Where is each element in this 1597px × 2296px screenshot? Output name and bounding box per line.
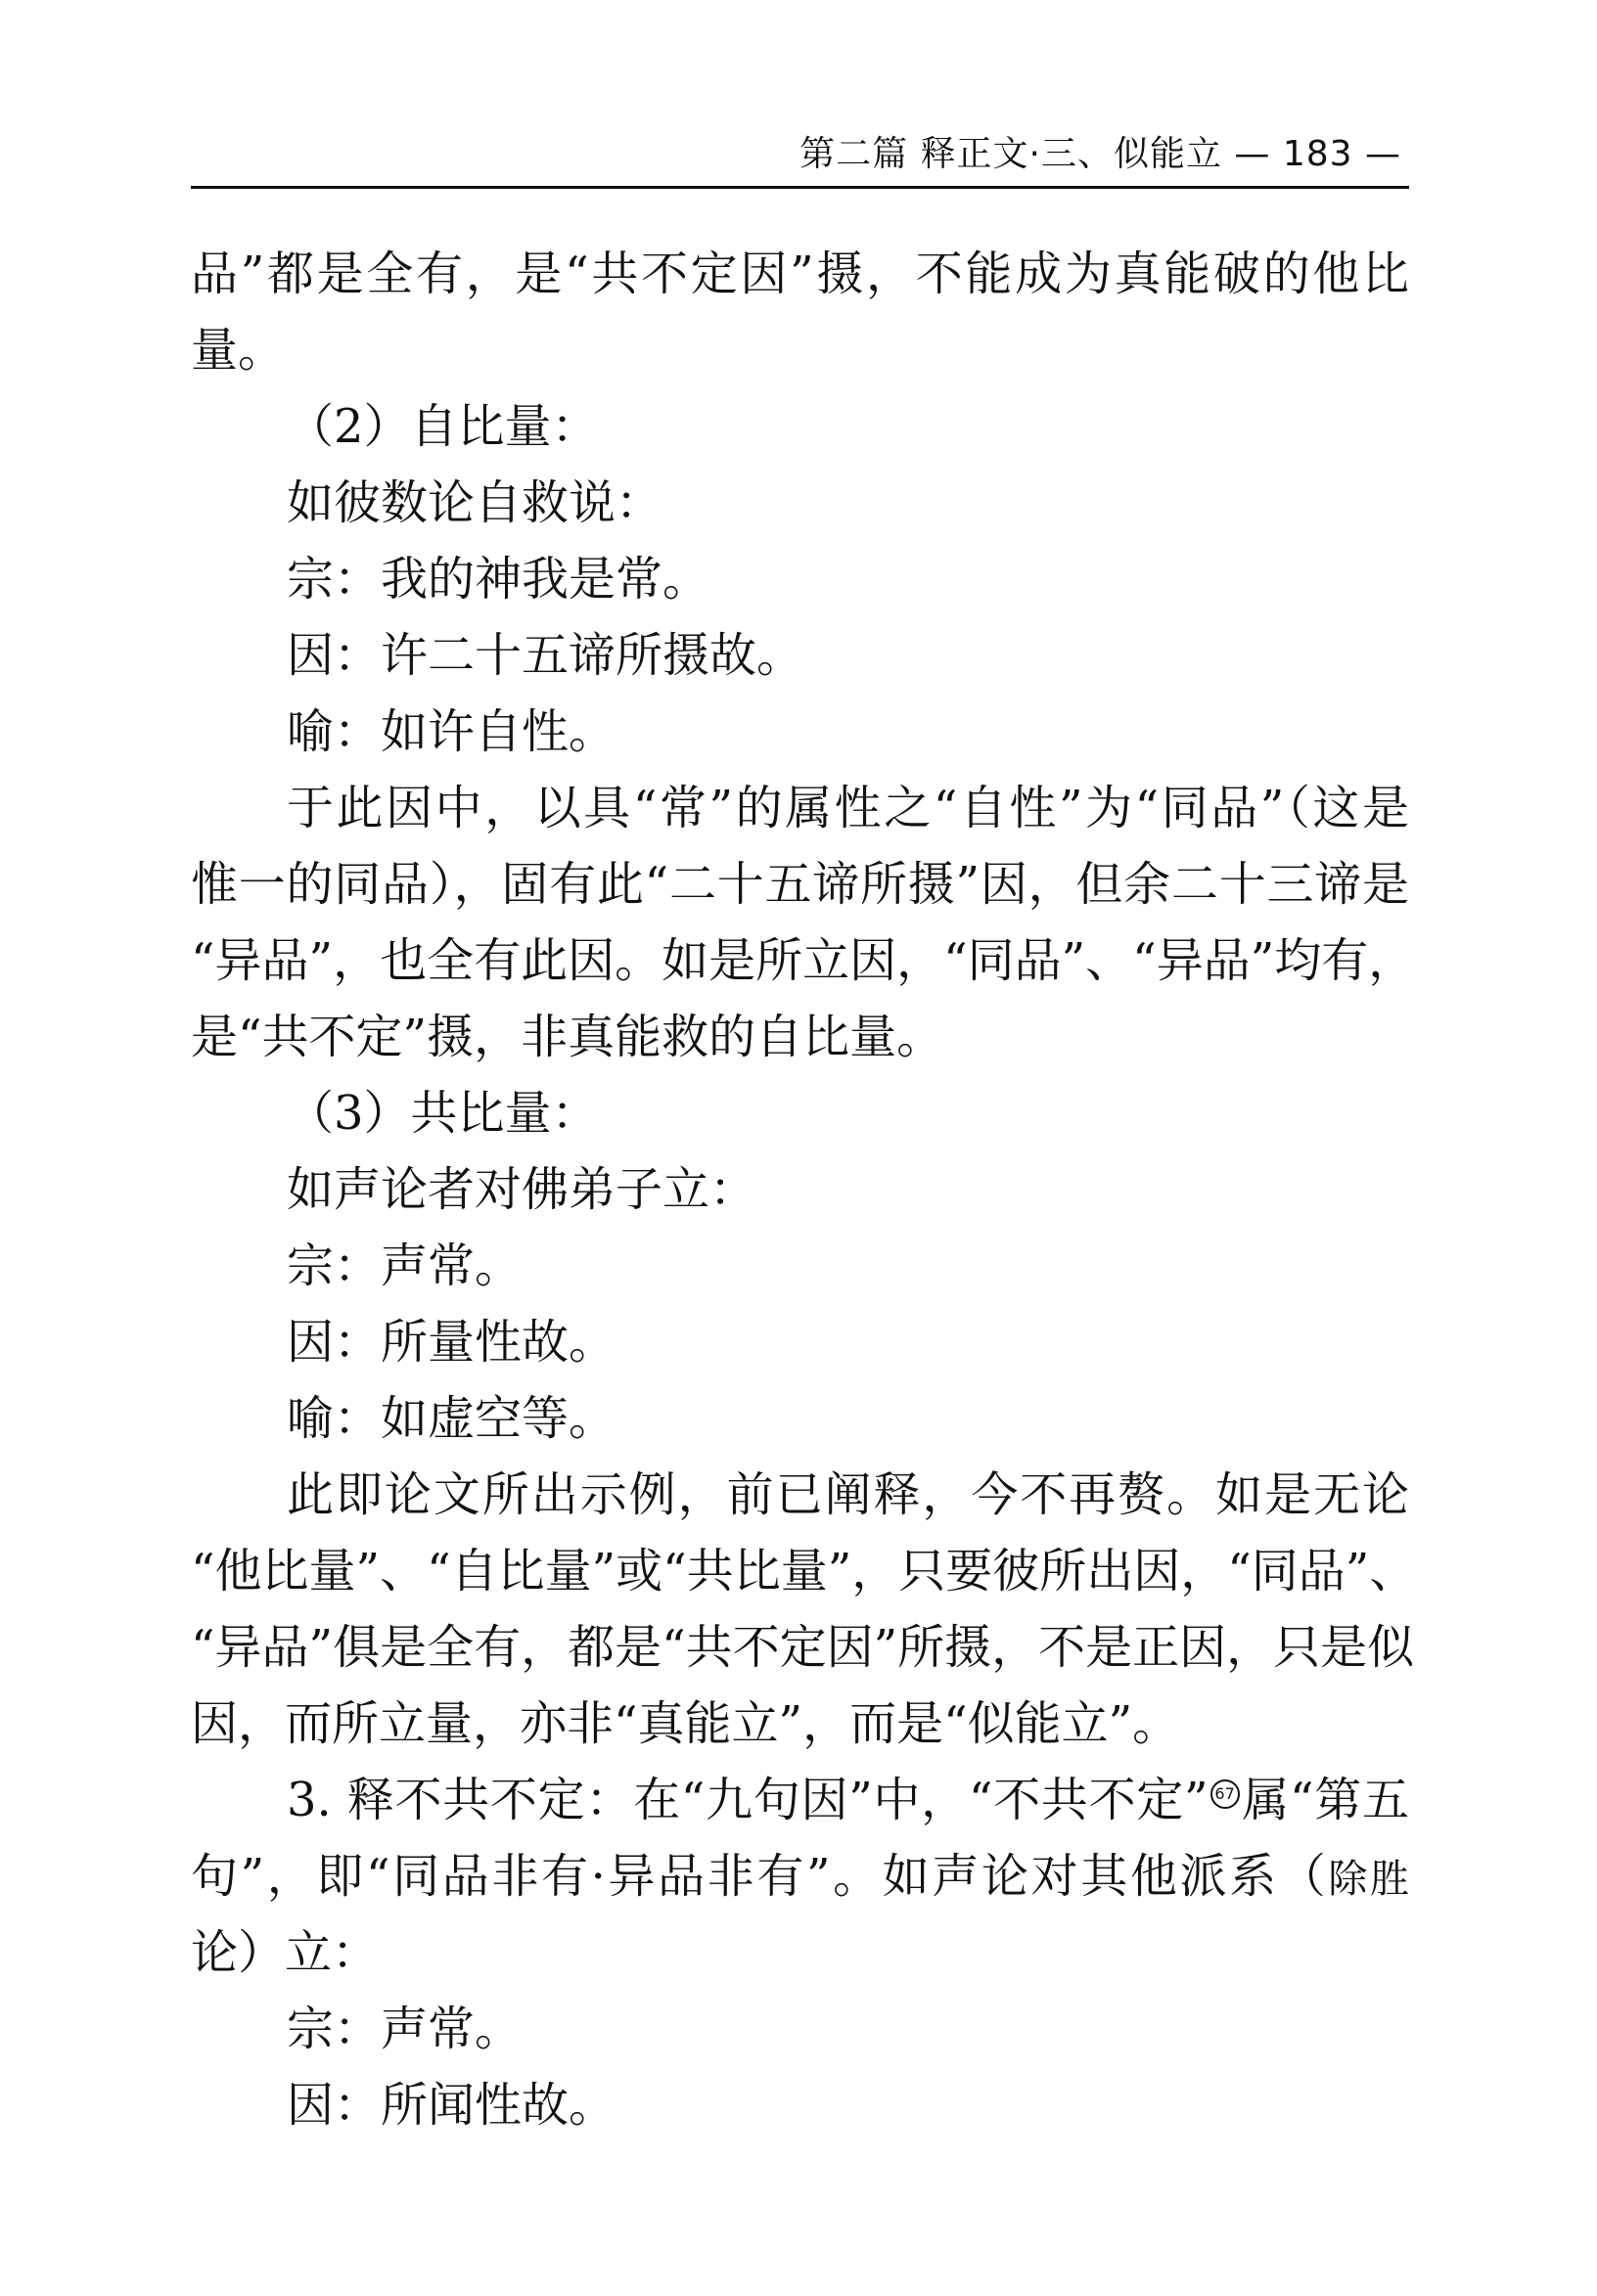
text-segment-small: 除胜: [1328, 1857, 1409, 1902]
text-line: 如声论者对佛弟子立：: [287, 1162, 757, 1217]
text-line: 此即论文所出示例，前已阐释，今不再赘。如是无论: [287, 1467, 1409, 1522]
text-segment: 句”，即“同品非有·异品非有”。如声论对其他派系（: [191, 1849, 1329, 1904]
footnote-marker: 67: [1210, 1779, 1240, 1809]
text-line: [191, 1847, 1409, 1906]
text-line: 喻：如许自性。: [287, 704, 616, 759]
text-line: 宗：声常。: [287, 1238, 523, 1293]
running-header: [191, 125, 1409, 189]
section-heading: （2）自比量：: [287, 399, 599, 454]
text-line: 是“共不定”摄，非真能救的自比量。: [191, 1010, 944, 1064]
text-line: 论）立：: [191, 1925, 380, 1980]
text-line: 宗：声常。: [287, 2002, 523, 2056]
text-segment: 3. 释不共不定：在“九句因”中，“不共不定”: [287, 1773, 1209, 1827]
text-line: 惟一的同品），固有此“二十五谛所摄”因，但余二十三谛是: [191, 857, 1409, 912]
text-line: 品”都是全有，是“共不定因”摄，不能成为真能破的他比: [191, 247, 1409, 301]
text-line: “他比量”、“自比量”或“共比量”，只要彼所出因，“同品”、: [191, 1544, 1417, 1598]
text-line: “异品”俱是全有，都是“共不定因”所摄，不是正因，只是似: [191, 1620, 1415, 1675]
text-line: 因：许二十五谛所摄故。: [287, 628, 804, 683]
text-segment: 属“第五: [1241, 1773, 1409, 1827]
text-line: [287, 1771, 1409, 1829]
text-line: 因，而所立量，亦非“真能立”，而是“似能立”。: [191, 1696, 1180, 1751]
text-line: 量。: [191, 323, 286, 378]
text-line: 因：所闻性故。: [287, 2078, 616, 2133]
text-line: “异品”，也全有此因。如是所立因，“同品”、“异品”均有，: [191, 933, 1416, 988]
text-line: 宗：我的神我是常。: [287, 552, 710, 607]
text-line: 喻：如虚空等。: [287, 1391, 616, 1446]
text-line: 因：所量性故。: [287, 1315, 616, 1370]
text-line: 如彼数论自救说：: [287, 475, 663, 530]
text-line: 于此因中，以具“常”的属性之“自性”为“同品”（这是: [287, 781, 1409, 835]
header-text: 第二篇 释正文·三、似能立 — 183 —: [799, 134, 1401, 174]
section-heading: （3）共比量：: [287, 1086, 599, 1141]
